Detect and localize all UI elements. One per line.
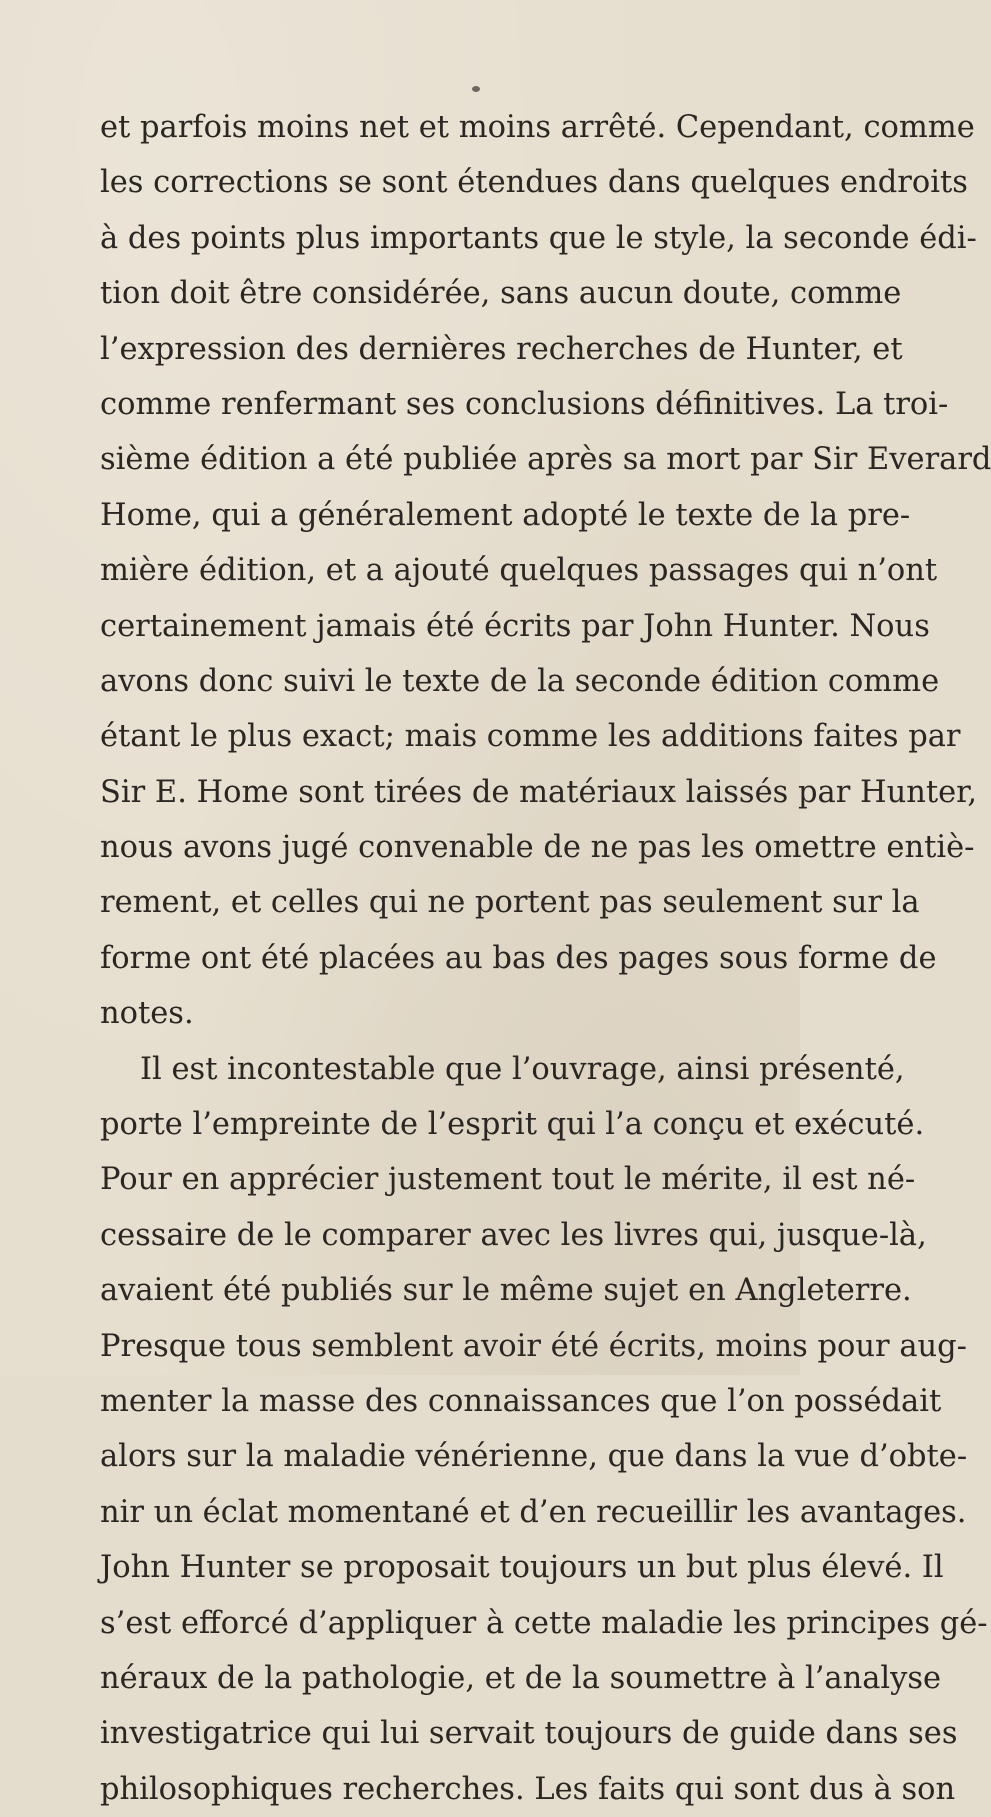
ink-mark [472, 86, 480, 92]
paragraph-first-line: Il est incontestable que l’ouvrage, ainsi présenté, [140, 1051, 905, 1087]
text-line: néraux de la pathologie, et de la soumettre à l’analyse [100, 1660, 942, 1696]
text-line: investigatrice qui lui servait toujours de guide dans ses [100, 1716, 958, 1752]
text-line: rement, et celles qui ne portent pas seulement sur la [100, 885, 920, 921]
text-line: comme renfermant ses conclusions définitives. La troi- [100, 386, 949, 422]
text-line: notes. [100, 996, 194, 1032]
page-text [100, 100, 991, 1817]
text-line: Presque tous semblent avoir été écrits, moins pour aug- [100, 1328, 967, 1364]
text-line: les corrections se sont étendues dans quelques endroits [100, 165, 968, 201]
text-line: Home, qui a généralement adopté le texte de la pre- [100, 497, 911, 533]
text-line: à des points plus importants que le style, la seconde édi- [100, 220, 977, 256]
text-line: Sir E. Home sont tirées de matériaux laissés par Hunter, [100, 774, 978, 810]
text-line: menter la masse des connaissances que l’on possédait [100, 1383, 942, 1419]
text-line: s’est efforcé d’appliquer à cette maladie les principes gé- [100, 1605, 988, 1641]
text-line: philosophiques recherches. Les faits qui sont dus à son [100, 1771, 956, 1807]
text-line: sième édition a été publiée après sa mort par Sir Everard [100, 442, 991, 478]
text-line: certainement jamais été écrits par John Hunter. Nous [100, 608, 930, 644]
text-line: mière édition, et a ajouté quelques passages qui n’ont [100, 553, 938, 589]
text-line: étant le plus exact; mais comme les additions faites par [100, 719, 961, 755]
text-line: nous avons jugé convenable de ne pas les omettre entiè- [100, 830, 975, 866]
text-line: porte l’empreinte de l’esprit qui l’a conçu et exécuté. [100, 1107, 925, 1143]
text-line: Pour en apprécier justement tout le mérite, il est né- [100, 1162, 916, 1198]
text-line: cessaire de le comparer avec les livres qui, jusque-là, [100, 1217, 927, 1253]
text-line: forme ont été placées au bas des pages sous forme de [100, 940, 937, 976]
text-line: l’expression des dernières recherches de Hunter, et [100, 331, 903, 367]
text-line: nir un éclat momentané et d’en recueillir les avantages. [100, 1494, 967, 1530]
text-line: et parfois moins net et moins arrêté. Cependant, comme [100, 110, 975, 145]
text-line: John Hunter se proposait toujours un but plus élevé. Il [100, 1550, 944, 1586]
text-line: avons donc suivi le texte de la seconde édition comme [100, 663, 940, 699]
text-line: tion doit être considérée, sans aucun doute, comme [100, 276, 902, 312]
text-line: alors sur la maladie vénérienne, que dans la vue d’obte- [100, 1439, 968, 1475]
text-line: avaient été publiés sur le même sujet en Angleterre. [100, 1273, 912, 1309]
